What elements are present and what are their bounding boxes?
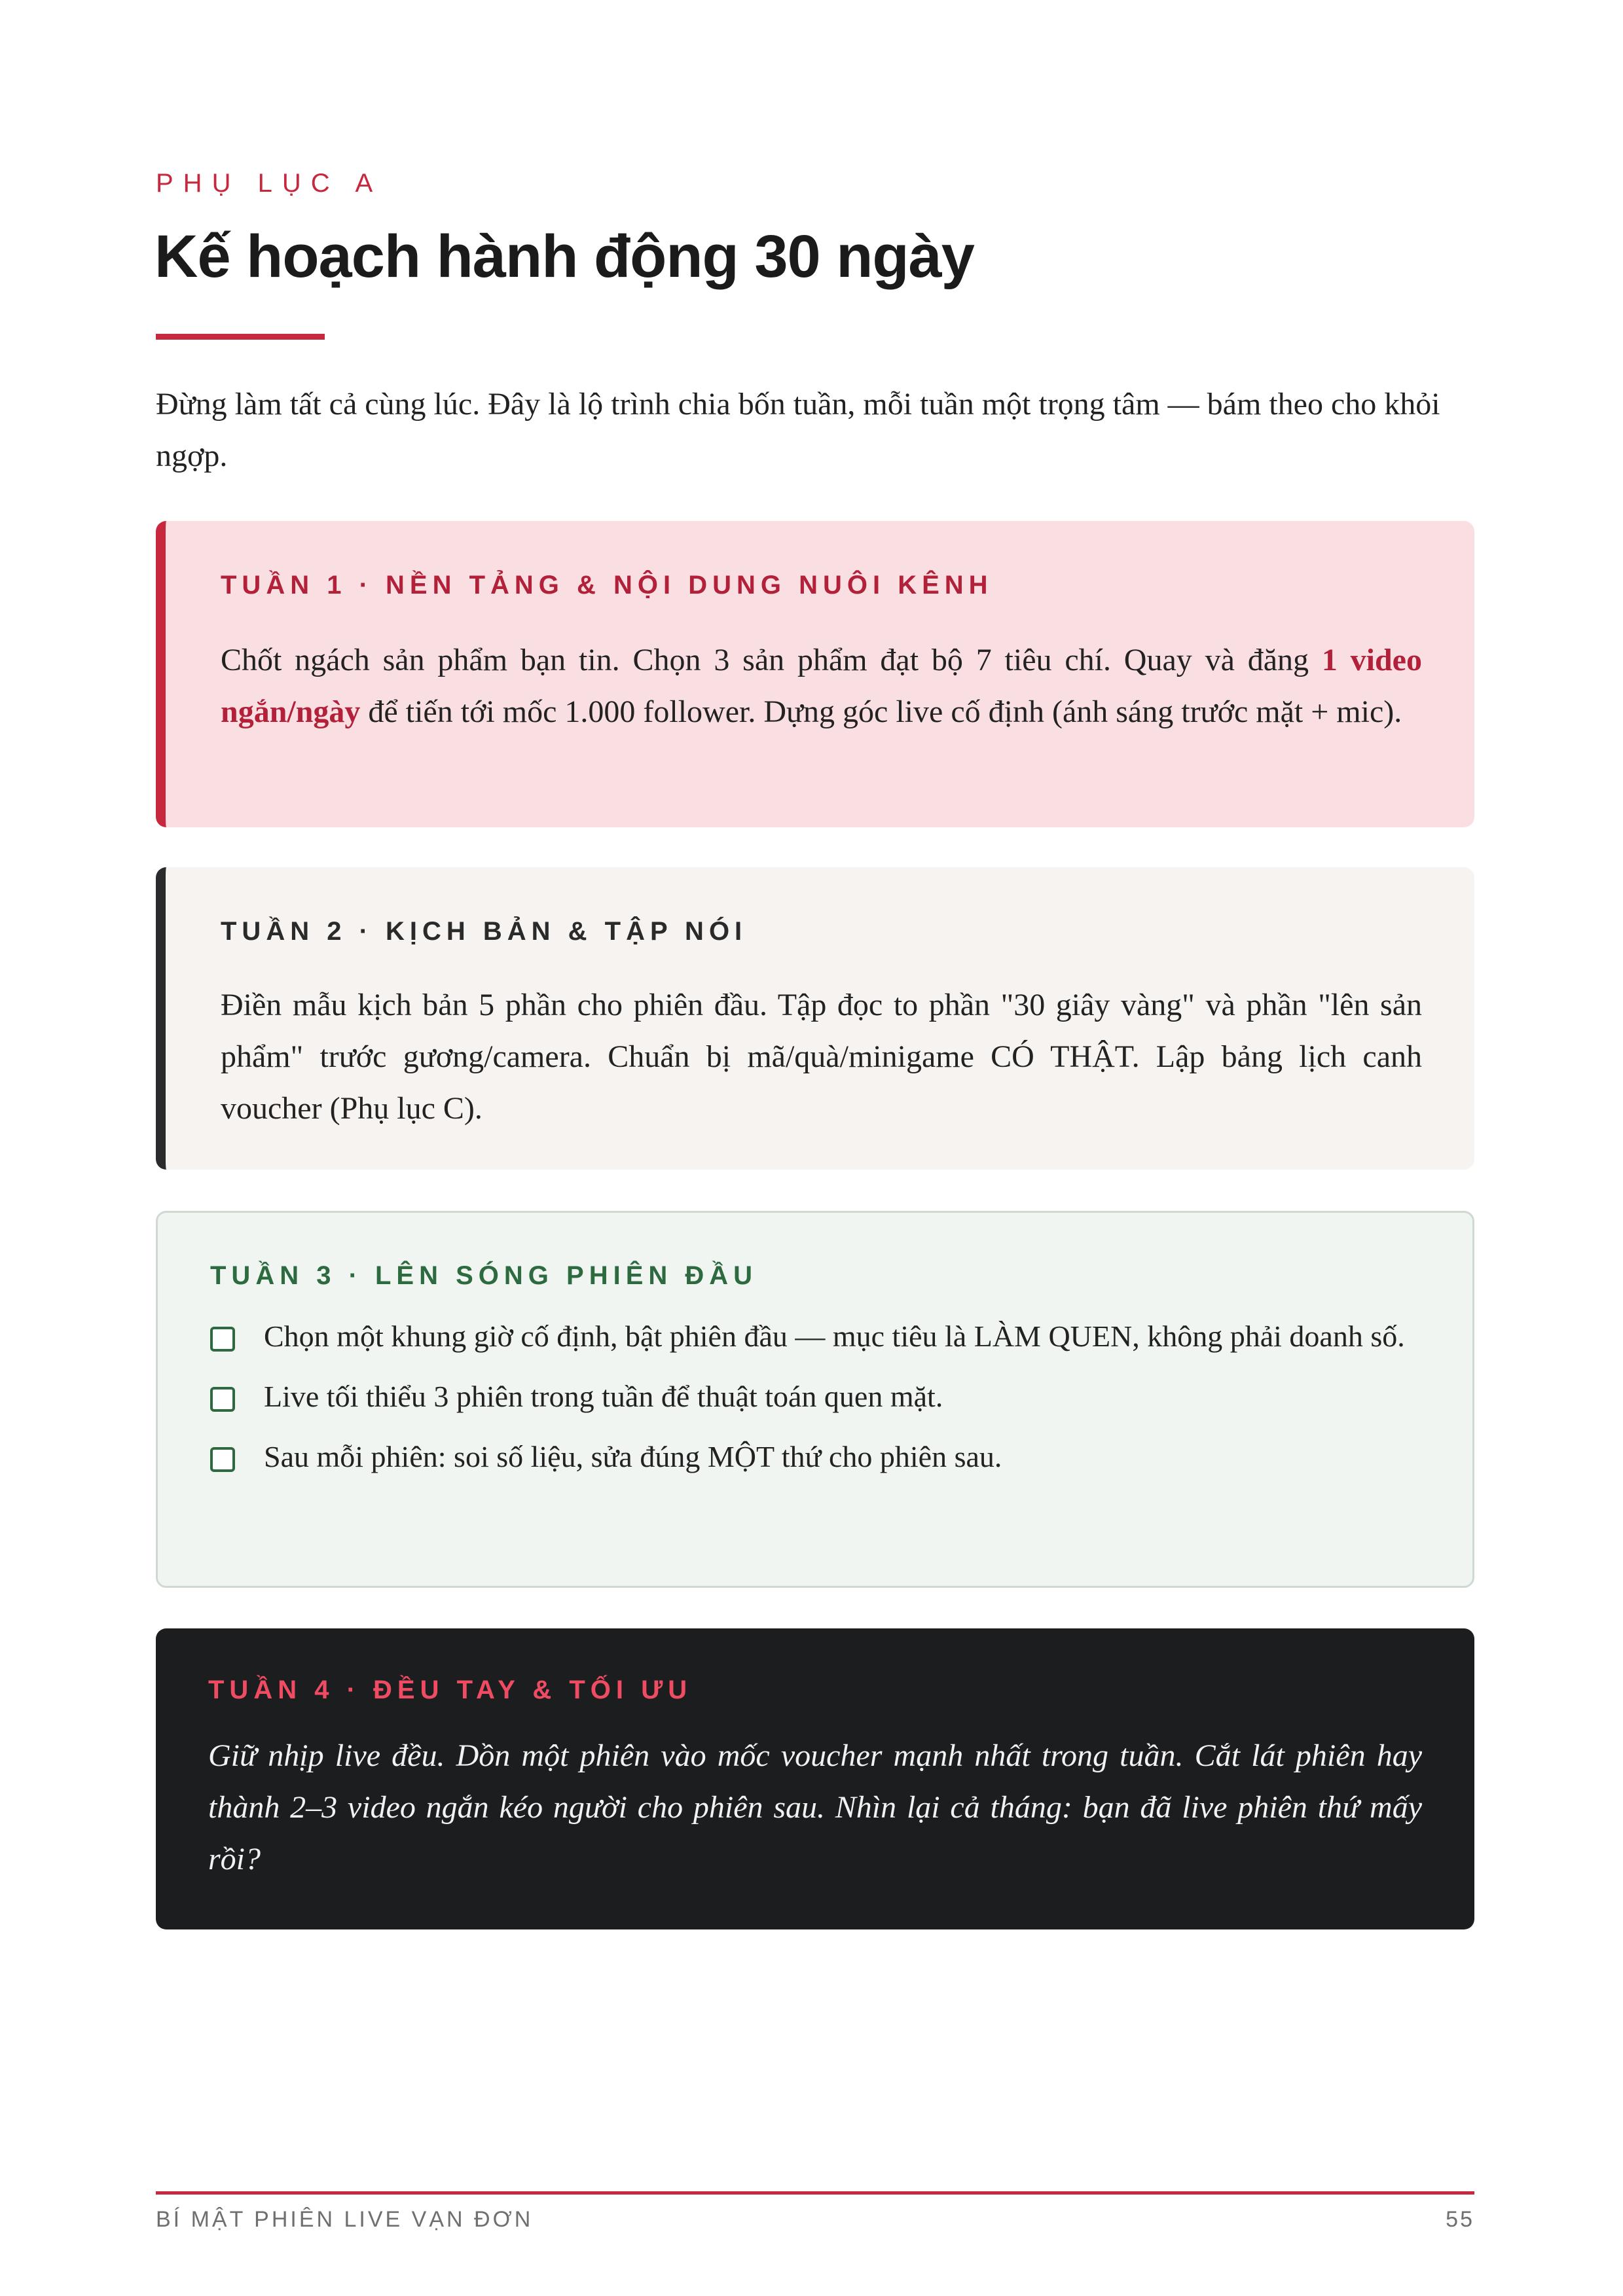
page-title: Kế hoạch hành động 30 ngày	[155, 223, 974, 290]
week2-text: Điền mẫu kịch bản 5 phần cho phiên đầu. Tập đọc to phần "30 giây vàng" và phần "lên sản phẩm" trước gương/camera. Chuẩn bị mã/quà/minigame CÓ THẬT. Lập bảng lịch canh voucher (Phụ lục C).	[221, 988, 1422, 1126]
week3-heading: TUẦN 3 · LÊN SÓNG PHIÊN ĐẦU	[210, 1261, 758, 1290]
week1-text-after: để tiến tới mốc 1.000 follower. Dựng góc live cố định (ánh sáng trước mặt + mic).	[360, 694, 1402, 729]
title-underline	[156, 334, 325, 340]
week1-text	[221, 634, 1422, 738]
week1-heading: TUẦN 1 · NỀN TẢNG & NỘI DUNG NUÔI KÊNH	[221, 571, 993, 600]
checklist-item-text: Sau mỗi phiên: soi số liệu, sửa đúng MỘT thứ cho phiên sau.	[264, 1440, 1002, 1473]
week4-heading: TUẦN 4 · ĐỀU TAY & TỐI ƯU	[208, 1676, 693, 1704]
checkbox-icon[interactable]	[210, 1447, 235, 1472]
checklist-item	[210, 1374, 1420, 1419]
week2-heading: TUẦN 2 · KỊCH BẢN & TẬP NÓI	[221, 917, 748, 946]
week1-highlight: 1 video ngắn/ngày	[221, 643, 1422, 729]
page-number: 55	[1446, 2207, 1474, 2232]
footer-book-title: BÍ MẬT PHIÊN LIVE VẠN ĐƠN	[156, 2207, 534, 2232]
checkbox-icon[interactable]	[210, 1387, 235, 1412]
week1-card	[156, 521, 1474, 827]
intro-paragraph: Đừng làm tất cả cùng lúc. Đây là lộ trình chia bốn tuần, mỗi tuần một trọng tâm — bám theo cho khỏi ngợp.	[156, 387, 1440, 473]
week1-text-before: Chốt ngách sản phẩm bạn tin. Chọn 3 sản phẩm đạt bộ 7 tiêu chí. Quay và đăng	[221, 643, 1322, 677]
checklist-item	[210, 1314, 1420, 1359]
checkbox-icon[interactable]	[210, 1327, 235, 1352]
week4-card	[156, 1628, 1474, 1929]
week4-text: Giữ nhịp live đều. Dồn một phiên vào mốc voucher mạnh nhất trong tuần. Cắt lát phiên hay thành 2–3 video ngắn kéo người cho phiên sau. Nhìn lại cả tháng: bạn đã live phiên thứ mấy rồi?	[208, 1738, 1422, 1876]
week3-card	[156, 1211, 1474, 1588]
checklist-item	[210, 1435, 1420, 1479]
appendix-label: PHỤ LỤC A	[156, 169, 383, 198]
checklist-item-text: Chọn một khung giờ cố định, bật phiên đầu — mục tiêu là LÀM QUEN, không phải doanh số.	[264, 1319, 1405, 1353]
week3-checklist	[210, 1314, 1420, 1479]
week2-card	[156, 867, 1474, 1170]
checklist-item-text: Live tối thiểu 3 phiên trong tuần để thuật toán quen mặt.	[264, 1380, 943, 1413]
footer-divider	[156, 2191, 1474, 2195]
